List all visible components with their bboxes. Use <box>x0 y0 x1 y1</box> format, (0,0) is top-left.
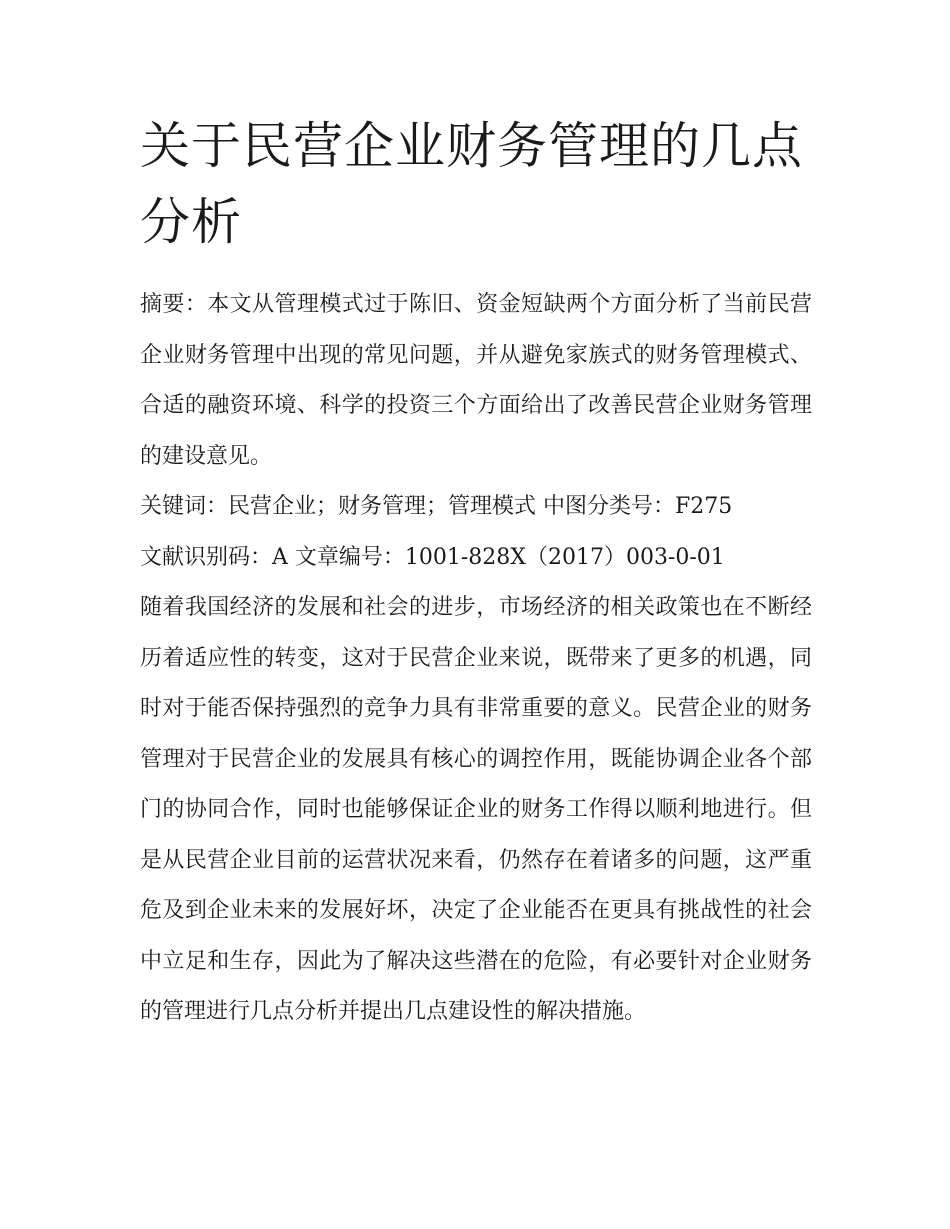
document-title: 关于民营企业财务管理的几点分析 <box>140 117 803 251</box>
document-page <box>140 108 812 1038</box>
document-code-line: 文献识别码：A 文章编号：1001-828X（2017）003-0-01 <box>140 544 725 570</box>
abstract-paragraph: 摘要：本文从管理模式过于陈旧、资金短缺两个方面分析了当前民营企业财务管理中出现的常见问题，并从避免家族式的财务管理模式、合适的融资环境、科学的投资三个方面给出了改善民营企业财务管理的建设意见。 <box>140 292 812 469</box>
body-paragraph: 随着我国经济的发展和社会的进步，市场经济的相关政策也在不断经历着适应性的转变，这对于民营企业来说，既带来了更多的机遇，同时对于能否保持强烈的竞争力具有非常重要的意义。民营企业的财务管理对于民营企业的发展具有核心的调控作用，既能协调企业各个部门的协同合作，同时也能够保证企业的财务工作得以顺利地进行。但是从民营企业目前的运营状况来看，仍然存在着诸多的问题，这严重危及到企业未来的发展好坏，决定了企业能否在更具有挑战性的社会中立足和生存，因此为了解决这些潜在的危险，有必要针对企业财务的管理进行几点分析并提出几点建设性的解决措施。 <box>140 595 812 1024</box>
keywords-line: 关键词：民营企业；财务管理；管理模式 中图分类号：F275 <box>140 494 733 519</box>
